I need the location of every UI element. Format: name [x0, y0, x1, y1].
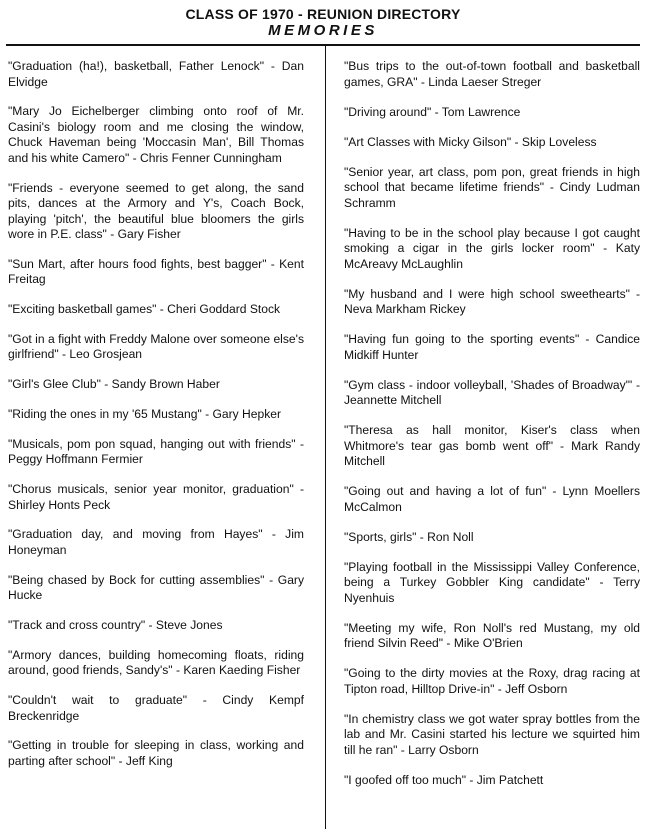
memory-entry: "Gym class - indoor volleyball, 'Shades of Broadway'" - Jeannette Mitchell [344, 377, 640, 407]
memory-entry: "In chemistry class we got water spray bottles from the lab and Mr. Casini started his lecture we squirted him till he ran" - Larry Osborn [344, 711, 640, 757]
memory-entry: "Graduation day, and moving from Hayes" - Jim Honeyman [8, 527, 304, 557]
memory-entry: "Friends - everyone seemed to get along, the sand pits, dances at the Armory and Y's, Coach Bock, playing 'pitch', the beautiful blue bloomers the girls wore in P.E. class" - Gary Fisher [8, 180, 304, 242]
memory-entry: "Driving around" - Tom Lawrence [344, 104, 521, 119]
memory-entry: "Art Classes with Micky Gilson" - Skip Loveless [344, 134, 597, 149]
memory-entry: "Riding the ones in my '65 Mustang" - Gary Hepker [8, 407, 282, 422]
memory-entry: "Senior year, art class, pom pon, great friends in high school that became lifetime friends" - Cindy Ludman Schramm [344, 164, 640, 210]
column-divider [325, 46, 326, 829]
header-rule [6, 44, 640, 46]
memory-entry: "Track and cross country" - Steve Jones [8, 618, 223, 633]
memory-entry: "My husband and I were high school sweethearts" - Neva Markham Rickey [344, 286, 640, 316]
section-title: MEMORIES [268, 22, 378, 39]
memory-entry: "Girl's Glee Club" - Sandy Brown Haber [8, 377, 220, 392]
memory-entry: "Going out and having a lot of fun" - Lynn Moellers McCalmon [344, 484, 640, 514]
page-title: CLASS OF 1970 - REUNION DIRECTORY [185, 6, 461, 22]
memory-entry: "Meeting my wife, Ron Noll's red Mustang, my old friend Silvin Reed" - Mike O'Brien [344, 620, 640, 650]
memory-entry: "Bus trips to the out-of-town football and basketball games, GRA" - Linda Laeser Streger [344, 59, 640, 89]
memory-entry: "Getting in trouble for sleeping in class, working and parting after school" - Jeff King [8, 738, 304, 768]
memory-entry: "Mary Jo Eichelberger climbing onto roof of Mr. Casini's biology room and me closing the window, Chuck Haveman being 'Moccasin Man', Bill Thomas and his white Camero" - Chris Fenner Cunningham [8, 104, 304, 165]
memory-entry: "Sports, girls" - Ron Noll [344, 529, 474, 544]
left-column [8, 59, 304, 784]
memory-entry: "Sun Mart, after hours food fights, best bagger" - Kent Freitag [8, 256, 304, 287]
memory-entry: "Graduation (ha!), basketball, Father Lenock" - Dan Elvidge [8, 59, 304, 89]
memory-entry: "Armory dances, building homecoming floats, riding around, good friends, Sandy's" - Karen Kaeding Fisher [8, 647, 304, 678]
memory-entry: "Got in a fight with Freddy Malone over someone else's girlfriend" - Leo Grosjean [8, 331, 304, 362]
memory-entry: "Exciting basketball games" - Cheri Goddard Stock [8, 302, 281, 317]
right-column [344, 59, 640, 803]
memory-entry: "Playing football in the Mississippi Valley Conference, being a Turkey Gobbler King candidate" - Terry Nyenhuis [344, 559, 640, 605]
memory-entry: "Musicals, pom pon squad, hanging out with friends" - Peggy Hoffmann Fermier [8, 436, 304, 467]
memory-entry: "Being chased by Bock for cutting assemblies" - Gary Hucke [8, 572, 304, 603]
memory-entry: "Having to be in the school play because I got caught smoking a cigar in the girls locker room" - Katy McAreavy McLaughlin [344, 225, 640, 271]
page-header [0, 6, 646, 39]
memory-entry: "Chorus musicals, senior year monitor, graduation" - Shirley Honts Peck [8, 482, 304, 512]
memory-entry: "Going to the dirty movies at the Roxy, drag racing at Tipton road, Hilltop Drive-in" - Jeff Osborn [344, 666, 640, 696]
memory-entry: "I goofed off too much" - Jim Patchett [344, 772, 544, 787]
memory-entry: "Couldn't wait to graduate" - Cindy Kempf Breckenridge [8, 693, 304, 723]
memory-entry: "Theresa as hall monitor, Kiser's class when Whitmore's tear gas bomb went off" - Mark Randy Mitchell [344, 423, 640, 468]
memory-entry: "Having fun going to the sporting events" - Candice Midkiff Hunter [344, 332, 640, 362]
